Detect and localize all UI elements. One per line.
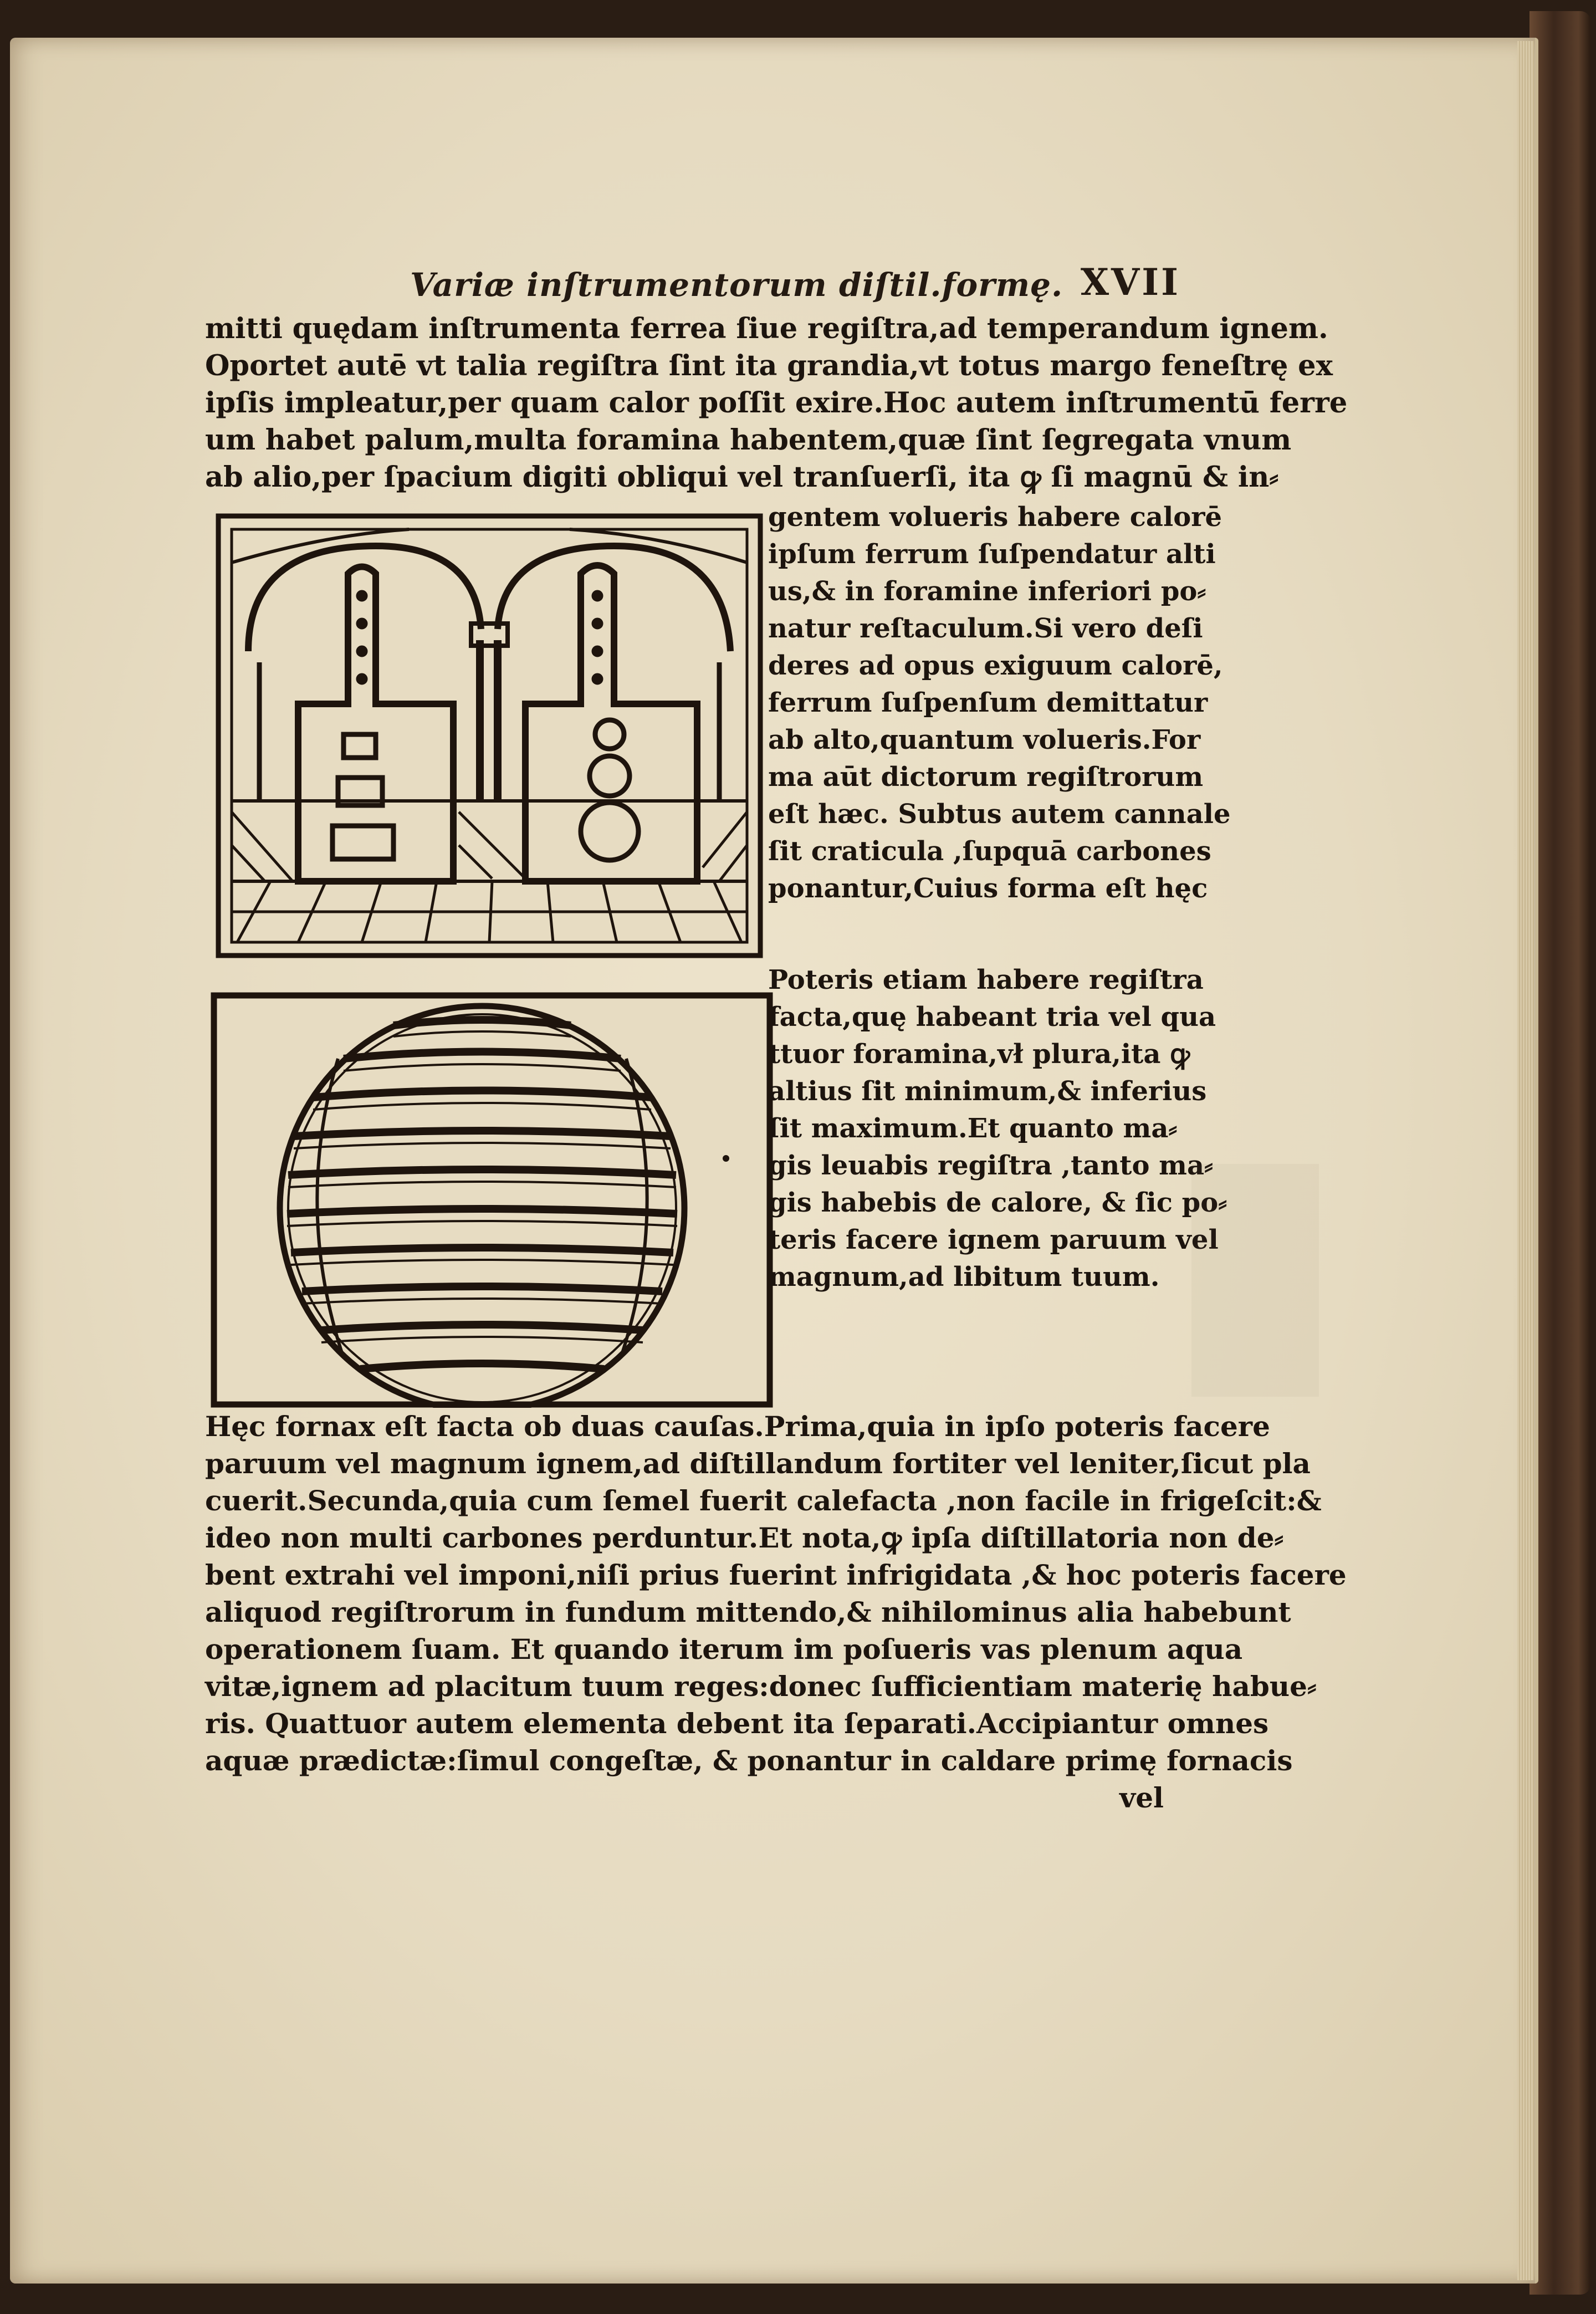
text-line: Poteris etiam habere regiſtra xyxy=(768,964,1204,995)
text-line: ponantur,Cuius forma eſt hęc xyxy=(768,873,1208,904)
text-line: aquæ prædictæ:ſimul congeſtæ, & ponantur in caldare primę fornacis xyxy=(205,1744,1293,1777)
text-line: ttuor foramina,vł plura,ita ꝙ xyxy=(768,1039,1190,1070)
text-line: vitæ,ignem ad placitum tuum reges:donec ſufficientiam materię habue⸗ xyxy=(205,1670,1317,1703)
text-line: ferrum ſuſpenſum demittatur xyxy=(768,687,1208,718)
text-line: ſit maximum.Et quanto ma⸗ xyxy=(768,1113,1178,1144)
text-line: magnum,ad libitum tuum. xyxy=(768,1261,1160,1293)
text-line: ipſum ferrum ſuſpendatur alti xyxy=(768,539,1216,570)
text-line: gis habebis de calore, & ſic po⸗ xyxy=(768,1187,1227,1218)
catchword: vel xyxy=(1119,1781,1164,1814)
text-line: ſit craticula ,ſupquā carbones xyxy=(768,836,1211,867)
text-line: aliquod regiſtrorum in fundum mittendo,& nihilominus alia habebunt xyxy=(205,1596,1291,1628)
text-line: teris facere ignem paruum vel xyxy=(768,1224,1219,1255)
text-line: um habet palum,multa foramina habentem,quæ ſint ſegregata vnum xyxy=(205,423,1292,457)
paragraph-bottom xyxy=(205,1408,1347,1816)
running-title: Variæ inſtrumentorum diſtil.formę. xyxy=(410,266,1063,304)
side-text-lower xyxy=(768,962,1227,1296)
text-line: ab alio,per ſpacium digiti obliqui vel tranſuerſi, ita ꝙ ſi magnū & in⸗ xyxy=(205,461,1279,494)
text-line: ma aūt dictorum regiſtrorum xyxy=(768,762,1204,793)
text-line: Oportet autē vt talia regiſtra ſint ita grandia,vt totus margo feneſtrę ex xyxy=(205,349,1333,382)
text-line: facta,quę habeant tria vel qua xyxy=(768,1002,1216,1033)
page-edges xyxy=(1517,41,1534,2280)
book-cover-edge xyxy=(1530,11,1590,2295)
running-header xyxy=(410,260,1180,310)
text-line: gis leuabis regiſtra ,tanto ma⸗ xyxy=(768,1150,1214,1181)
text-line: gentem volueris habere calorē xyxy=(768,502,1222,533)
woodcut-arcade-registers xyxy=(215,513,764,959)
text-line: ris. Quattuor autem elementa debent ita ſeparati.Accipiantur omnes xyxy=(205,1707,1269,1740)
paragraph-top xyxy=(205,310,1348,496)
woodcut-circular-grate xyxy=(211,992,773,1408)
text-line: deres ad opus exiguum calorē, xyxy=(768,650,1223,681)
text-line: paruum vel magnum ignem,ad diſtillandum fortiter vel leniter,ſicut pla xyxy=(205,1447,1311,1480)
text-line: ideo non multi carbones perduntur.Et nota,ꝙ ipſa diſtillatoria non de⸗ xyxy=(205,1521,1284,1554)
text-line: ipſis impleatur,per quam calor poſſit exire.Hoc autem inſtrumentū ferre xyxy=(205,386,1348,420)
side-text-upper xyxy=(768,499,1231,907)
text-line: us,& in foramine inferiori po⸗ xyxy=(768,576,1206,607)
text-line: natur reſtaculum.Si vero deſi xyxy=(768,613,1203,644)
text-line: Hęc fornax eſt facta ob duas cauſas.Prima,quia in ipſo poteris facere xyxy=(205,1410,1270,1443)
text-line: ab alto,quantum volueris.For xyxy=(768,724,1201,755)
text-line: mitti quędam inſtrumenta ferrea ſiue regiſtra,ad temperandum ignem. xyxy=(205,312,1328,345)
text-line: operationem ſuam. Et quando iterum im poſueris vas plenum aqua xyxy=(205,1633,1243,1666)
folio-number: XVII xyxy=(1080,260,1180,304)
text-line: cuerit.Secunda,quia cum ſemel fuerit calefacta ,non facile in frigeſcit:& xyxy=(205,1484,1322,1517)
text-line: altius ſit minimum,& inferius xyxy=(768,1076,1207,1107)
text-line: eſt hæc. Subtus autem cannale xyxy=(768,799,1231,830)
text-line: bent extrahi vel imponi,niſi prius fuerint infrigidata ,& hoc poteris facere xyxy=(205,1559,1347,1591)
show-through-shadow xyxy=(1191,1164,1319,1397)
